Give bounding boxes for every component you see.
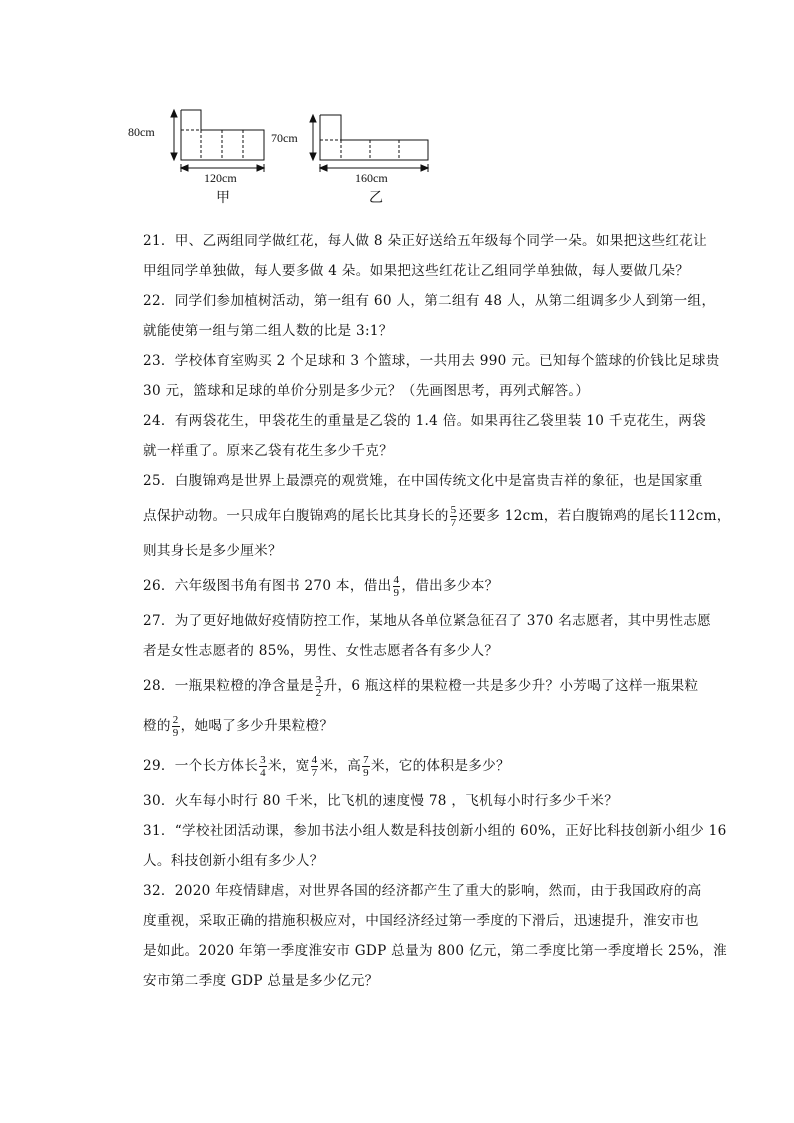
fraction-denominator: 4 [260, 767, 266, 779]
fraction-denominator: 7 [450, 517, 457, 529]
question-21-line-1: 21．甲、乙两组同学做红花，每人做 8 朵正好送给五年级每个同学一朵。如果把这些红花让 [143, 233, 708, 249]
question-25-line-3: 则其身长是多少厘米？ [143, 543, 282, 559]
question-31-line-1: 31．“学校社团活动课，参加书法小组人数是科技创新小组的 60%，正好比科技创新小组少 16 [143, 823, 727, 839]
question-26-text-b: ，借出多少本？ [401, 578, 499, 594]
question-30 [143, 786, 663, 816]
figure-yi [310, 115, 428, 172]
question-29 [143, 746, 663, 786]
fraction-five-sevenths [450, 504, 458, 529]
question-29-text-d: 米，它的体积是多少？ [370, 758, 510, 774]
question-23-line-2: 30 元，篮球和足球的单价分别是多少元？（先画图思考，再列式解答。） [143, 383, 590, 399]
question-27-line-1: 27．为了更好地做好疫情防控工作，某地从各单位紧急征召了 370 名志愿者，其中男性志愿 [143, 613, 712, 629]
question-32-line-2: 度重视，采取正确的措施积极应对，中国经济经过第一季度的下滑后，迅速提升，淮安市也 [143, 913, 699, 929]
fraction-four-ninths [393, 574, 401, 599]
fraction-numerator: 2 [172, 714, 179, 726]
question-24-line-2: 就一样重了。原来乙袋有花生多少千克？ [143, 443, 394, 459]
fraction-four-sevenths [311, 754, 319, 779]
question-25 [143, 466, 731, 566]
fraction-denominator: 9 [172, 727, 179, 739]
question-22-line-2: 就能使第一组与第二组人数的比是 3:1？ [143, 323, 393, 339]
fraction-denominator: 9 [363, 767, 369, 779]
question-32-line-1: 32．2020 年疫情肆虐，对世界各国的经济都产生了重大的影响，然而，由于我国政府的高 [143, 883, 702, 899]
question-29-text-b: 米，宽 [267, 758, 310, 774]
fraction-numerator: 3 [260, 754, 266, 766]
question-26 [143, 566, 663, 606]
question-32-line-3: 是如此。2020 年第一季度淮安市 GDP 总量为 800 亿元，第二季度比第一季度增长 25%，淮 [143, 943, 727, 959]
question-31-line-2: 人。科技创新小组有多少人？ [143, 853, 324, 869]
fraction-three-halves [315, 674, 323, 699]
question-25-line-2 [143, 496, 731, 536]
fraction-three-quarters [259, 754, 267, 779]
fraction-two-ninths [172, 714, 180, 739]
question-31 [143, 816, 727, 876]
question-28-text-c: 橙的 [143, 718, 171, 734]
figures-jia-yi [120, 100, 450, 210]
question-25-text-b: 还要多 12cm，若白腹锦鸡的尾长112cm， [458, 508, 731, 524]
yi-width-label: 160cm [355, 171, 388, 185]
question-23-line-1: 23．学校体育室购买 2 个足球和 3 个篮球，一共用去 990 元。已知每个篮球的价钱比足球贵 [143, 353, 720, 369]
jia-caption: 甲 [216, 190, 230, 206]
question-22 [143, 286, 716, 346]
question-26-line-1 [143, 566, 663, 606]
question-29-text-c: 米，高 [319, 758, 362, 774]
question-28-text-d: ，她喝了多少升果粒橙？ [180, 718, 334, 734]
question-32 [143, 876, 727, 996]
question-24 [143, 406, 707, 466]
question-28-text-a: 28．一瓶果粒橙的净含量是 [143, 678, 314, 694]
fraction-numerator: 7 [363, 754, 369, 766]
question-27 [143, 606, 712, 666]
question-29-text-a: 29．一个长方体长 [143, 758, 259, 774]
question-25-text-a: 点保护动物。一只成年白腹锦鸡的尾长比其身长的 [143, 508, 449, 524]
question-22-line-1: 22．同学们参加植树活动，第一组有 60 人，第二组有 48 人，从第二组调多少人到第一组， [143, 293, 716, 309]
fraction-numerator: 5 [450, 504, 457, 516]
fraction-seven-ninths [362, 754, 370, 779]
fraction-numerator: 4 [311, 754, 318, 766]
fraction-denominator: 2 [315, 687, 322, 699]
yi-height-label: 70cm [271, 131, 298, 145]
question-28-line-2 [143, 706, 663, 746]
question-list [143, 226, 731, 996]
question-30-line-1: 30．火车每小时行 80 千米，比飞机的速度慢 78 ，飞机每小时行多少千米？ [143, 793, 619, 809]
question-29-line-1 [143, 746, 663, 786]
fraction-numerator: 3 [315, 674, 322, 686]
question-21 [143, 226, 708, 286]
question-28-text-b: 升，6 瓶这样的果粒橙一共是多少升？小芳喝了这样一瓶果粒 [323, 678, 699, 694]
question-23 [143, 346, 720, 406]
question-24-line-1: 24．有两袋花生，甲袋花生的重量是乙袋的 1.4 倍。如果再往乙袋里装 10 千克花生，两袋 [143, 413, 707, 429]
jia-height-label: 80cm [128, 125, 155, 139]
question-28 [143, 666, 699, 746]
yi-caption: 乙 [369, 190, 383, 206]
question-28-line-1 [143, 666, 699, 706]
question-25-line-1: 25．白腹锦鸡是世界上最漂亮的观赏雉，在中国传统文化中是富贵吉祥的象征，也是国家重 [143, 473, 703, 489]
fraction-denominator: 7 [311, 767, 318, 779]
question-32-line-4: 安市第二季度 GDP 总量是多少亿元？ [143, 973, 379, 989]
question-21-line-2: 甲组同学单独做，每人要多做 4 朵。如果把这些红花让乙组同学单独做，每人要做几朵？ [143, 263, 690, 279]
figure-jia [171, 110, 264, 172]
jia-width-label: 120cm [204, 171, 237, 185]
fraction-denominator: 9 [393, 587, 400, 599]
question-26-text-a: 26．六年级图书角有图书 270 本，借出 [143, 578, 392, 594]
question-27-line-2: 者是女性志愿者的 85%，男性、女性志愿者各有多少人？ [143, 643, 499, 659]
fraction-numerator: 4 [393, 574, 400, 586]
